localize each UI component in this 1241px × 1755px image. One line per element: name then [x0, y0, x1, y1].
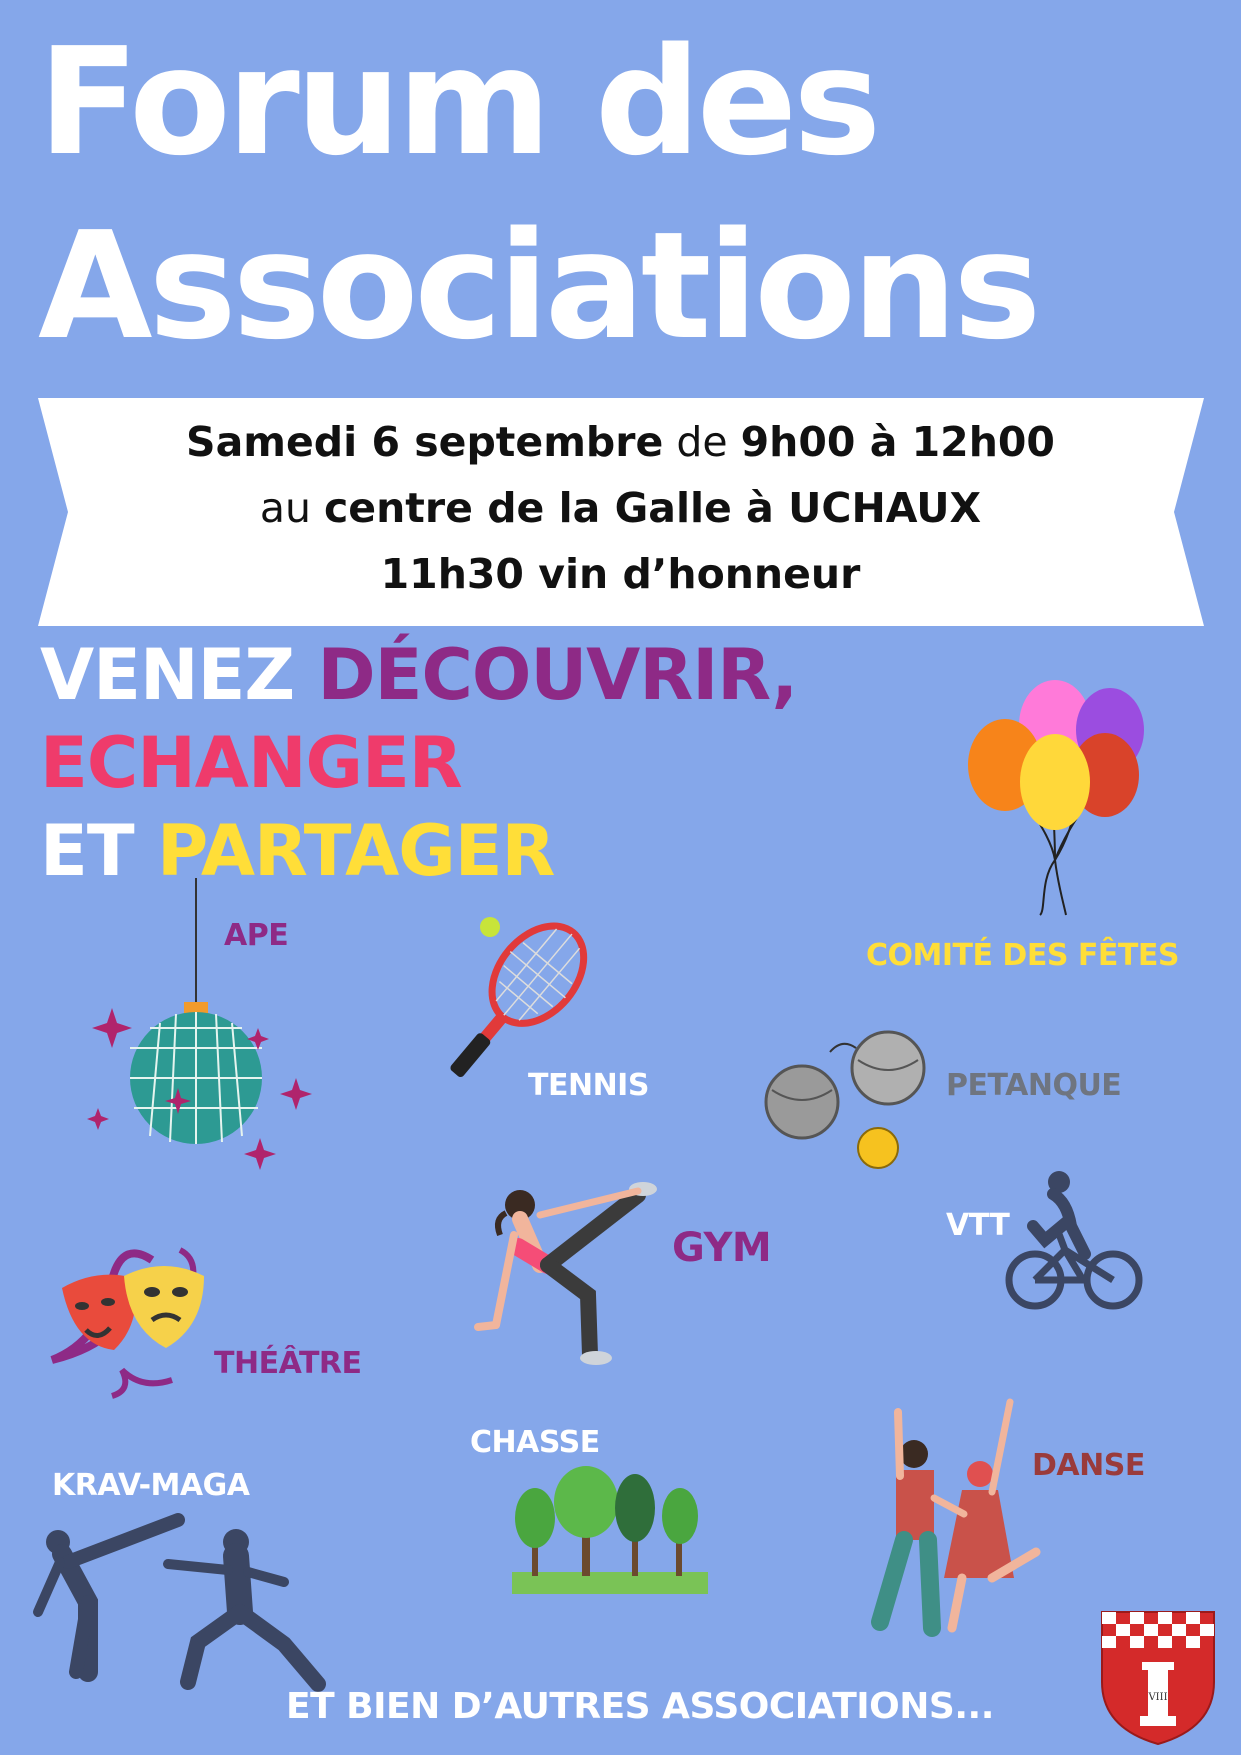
tagline-echanger: ECHANGER: [40, 722, 462, 804]
dancing-couple-icon: [852, 1402, 1042, 1642]
label-krav-maga: KRAV-MAGA: [52, 1468, 250, 1503]
crest-numeral: VIII: [1148, 1692, 1168, 1703]
label-theatre: THÉÂTRE: [214, 1346, 362, 1381]
forest-trees-icon: [510, 1466, 710, 1596]
label-vtt: VTT: [946, 1208, 1010, 1243]
martial-arts-fighters-icon: [28, 1512, 338, 1692]
tagline-venez: VENEZ: [40, 634, 295, 716]
theatre-masks-icon: [52, 1240, 222, 1400]
petanque-balls-icon: [762, 1030, 942, 1170]
banner-line-reception: [0, 550, 1241, 598]
title-line-1: Forum des: [38, 16, 878, 188]
banner-line-place: [0, 484, 1241, 532]
footer-text: ET BIEN D’AUTRES ASSOCIATIONS...: [286, 1686, 994, 1727]
banner-line-date: [0, 418, 1241, 466]
banner-date: Samedi 6 septembre: [186, 418, 664, 466]
label-comite: COMITÉ DES FÊTES: [866, 938, 1179, 973]
label-chasse: CHASSE: [470, 1425, 600, 1460]
label-danse: DANSE: [1032, 1448, 1145, 1483]
balloons-icon: [960, 670, 1160, 920]
mountain-bike-icon: [1005, 1168, 1145, 1318]
banner-de: de: [676, 418, 728, 466]
banner-hours: 9h00 à 12h00: [740, 418, 1055, 466]
label-ape: APE: [224, 918, 289, 953]
tagline-partager: PARTAGER: [156, 810, 555, 892]
label-tennis: TENNIS: [528, 1068, 649, 1103]
tagline-et: ET: [40, 810, 134, 892]
title-line-2: Associations: [38, 200, 1038, 372]
label-petanque: PETANQUE: [946, 1068, 1122, 1103]
event-banner: [0, 398, 1241, 626]
banner-reception: 11h30 vin d’honneur: [380, 550, 861, 598]
label-gym: GYM: [672, 1225, 772, 1271]
tagline-decouvrir: DÉCOUVRIR,: [317, 634, 798, 716]
tagline-line-1: [40, 634, 798, 716]
banner-au: au: [259, 484, 311, 532]
banner-place: centre de la Galle à UCHAUX: [324, 484, 982, 532]
tagline-line-3: [40, 810, 555, 892]
crest-icon: [1100, 1610, 1216, 1746]
gym-woman-icon: [478, 1155, 678, 1375]
